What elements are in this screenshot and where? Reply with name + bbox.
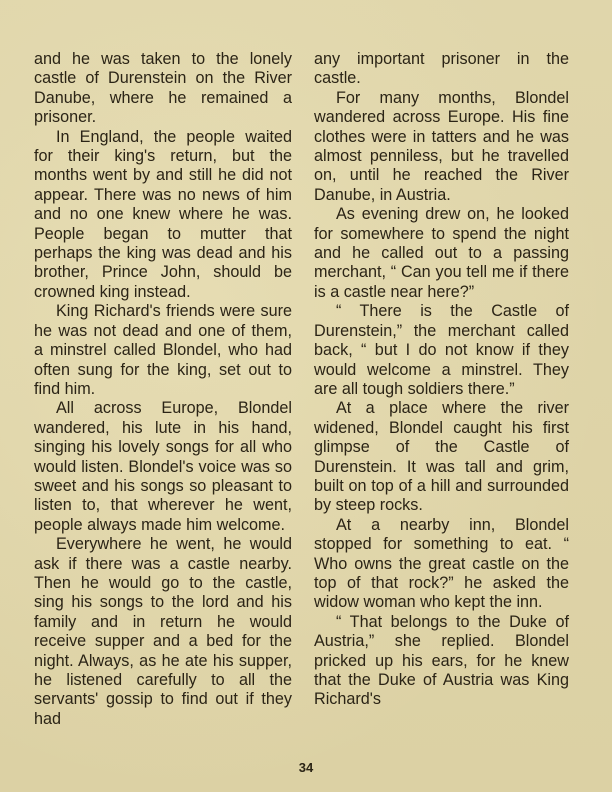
paragraph: As evening drew on, he looked for somewhere to spend the night and he called out to a passing merchant, “ Can you tell me if there is a castle near here?”: [314, 205, 569, 301]
paragraph: At a place where the river widened, Blondel caught his first glimpse of the Castle of Durenstein. It was tall and grim, built on top of a hill and surrounded by steep rocks.: [314, 399, 569, 515]
paragraph: any important prisoner in the castle.: [314, 50, 569, 88]
paragraph: In England, the people waited for their king's return, but the months went by and still he did not appear. There was no news of him and no one knew where he was. People began to mutter that perhaps the king was dead and his brother, Prince John, should be crowned king instead.: [34, 127, 292, 301]
paragraph: All across Europe, Blondel wandered, his lute in his hand, singing his lovely songs for all who would listen. Blondel's voice was so sweet and his songs so pleasant to listen to, that wherever he went, people always made him welcome.: [34, 399, 292, 534]
page-number: 34: [298, 760, 314, 775]
paragraph: King Richard's friends were sure he was not dead and one of them, a minstrel called Blondel, who had often sung for the king, set out to find him.: [34, 302, 292, 398]
paragraph: “ There is the Castle of Durenstein,” the merchant called back, “ but I do not know if they would welcome a minstrel. They are all tough soldiers there.”: [314, 302, 569, 398]
right-text-column: [314, 50, 569, 710]
paragraph: “ That belongs to the Duke of Austria,” she replied. Blondel pricked up his ears, for he knew that the Duke of Austria was King Richard's: [314, 612, 569, 709]
paragraph: For many months, Blondel wandered across Europe. His fine clothes were in tatters and he was almost penniless, but he travelled on, until he reached the River Danube, in Austria.: [314, 88, 569, 204]
paragraph: At a nearby inn, Blondel stopped for something to eat. “ Who owns the great castle on the top of that rock?” he asked the widow woman who kept the inn.: [314, 515, 569, 612]
left-text-column: [34, 50, 292, 729]
paragraph: Everywhere he went, he would ask if there was a castle nearby. Then he would go to the castle, sing his songs to the lord and his family and in return he would receive supper and a bed for the night. Always, as he ate his supper, he listened carefully to all the servants' gossip to find out if they had: [34, 535, 292, 728]
paragraph: and he was taken to the lonely castle of Durenstein on the River Danube, where he remained a prisoner.: [34, 50, 292, 127]
